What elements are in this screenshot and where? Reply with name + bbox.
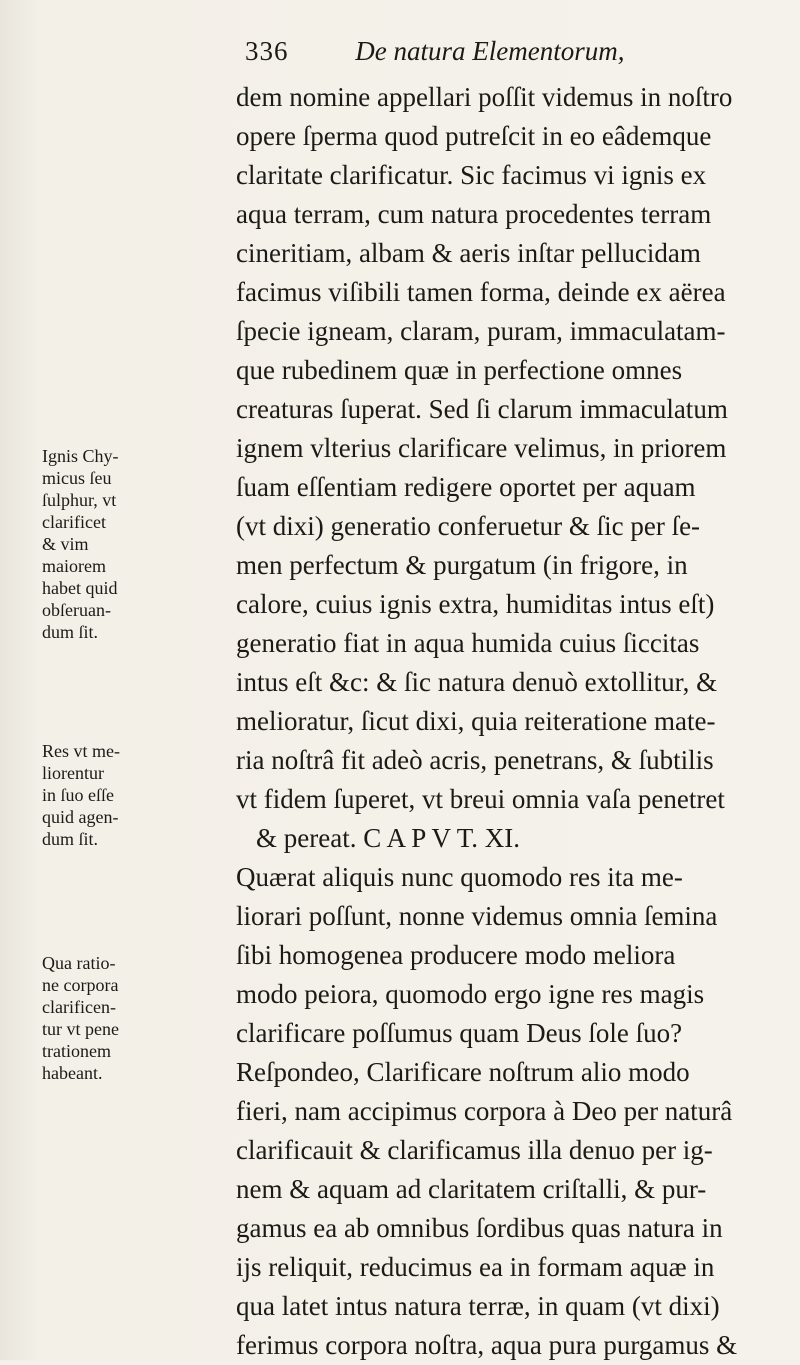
text-line: liorari poſſunt, nonne videmus omnia ſemina: [236, 901, 718, 931]
running-title: De natura Elementorum,: [355, 36, 625, 66]
text-line: men perfectum & purgatum (in frigore, in: [236, 550, 688, 580]
text-line: dem nomine appellari poſſit videmus in noſtro: [236, 82, 733, 112]
text-line: ijs reliquit, reducimus ea in formam aquæ in: [236, 1252, 715, 1282]
text-line: ſuam eſſentiam redigere oportet per aquam: [236, 472, 696, 502]
text-line: vt fidem ſuperet, vt breui omnia vaſa penetret: [236, 784, 725, 814]
margin-note-line: & vim: [42, 534, 89, 554]
margin-note-line: tur vt pene: [42, 1019, 119, 1039]
text-line: ria noſtrâ fit adeò acris, penetrans, & ſubtilis: [236, 745, 714, 775]
margin-note-line: quid agen-: [42, 807, 119, 827]
text-line: que rubedinem quæ in perfectione omnes: [236, 355, 683, 385]
margin-note-line: ſulphur, vt: [42, 490, 117, 510]
margin-note: [42, 740, 232, 850]
margin-note-line: habeant.: [42, 1063, 103, 1083]
page-number: 336: [245, 36, 289, 66]
text-line: generatio fiat in aqua humida cuius ſiccitas: [236, 628, 700, 658]
text-line: Reſpondeo, Clarificare noſtrum alio modo: [236, 1057, 690, 1087]
text-line: qua latet intus natura terræ, in quam (vt dixi): [236, 1291, 720, 1321]
text-line: ferimus corpora noſtra, aqua pura purgamus &: [236, 1330, 738, 1360]
text-line: melioratur, ſicut dixi, quia reiteratione mate-: [236, 706, 716, 736]
margin-note-line: clarificen-: [42, 997, 116, 1017]
margin-note-line: maiorem: [42, 556, 106, 576]
text-line: gamus ea ab omnibus ſordibus quas natura in: [236, 1213, 723, 1243]
text-line: clarificare poſſumus quam Deus ſole ſuo?: [236, 1018, 683, 1048]
margin-note-line: dum ſit.: [42, 829, 99, 849]
text-line: modo peiora, quomodo ergo igne res magis: [236, 979, 705, 1009]
margin-note-line: Res vt me-: [42, 741, 120, 761]
margin-note: [42, 445, 232, 643]
text-line: ſibi homogenea producere modo meliora: [236, 940, 676, 970]
text-line: (vt dixi) generatio conferuetur & ſic per ſe-: [236, 511, 701, 541]
margin-note-line: clarificet: [42, 512, 106, 532]
margin-note-line: obſeruan-: [42, 600, 111, 620]
margin-note-line: trationem: [42, 1041, 111, 1061]
main-text-block: [236, 78, 796, 1365]
margin-note-line: dum ſit.: [42, 622, 99, 642]
margin-note-line: Ignis Chy-: [42, 446, 119, 466]
text-line: ſpecie igneam, claram, puram, immaculatam-: [236, 316, 726, 346]
margin-note-line: ne corpora: [42, 975, 119, 995]
text-line: nem & aquam ad claritatem criſtalli, & pur-: [236, 1174, 707, 1204]
text-line: fieri, nam accipimus corpora à Deo per naturâ: [236, 1096, 733, 1126]
text-line: creaturas ſuperat. Sed ſi clarum immaculatum: [236, 394, 728, 424]
text-line: calore, cuius ignis extra, humiditas intus eſt): [236, 589, 715, 619]
text-line: cineritiam, albam & aeris inſtar pellucidam: [236, 238, 701, 268]
page-header: [245, 36, 624, 67]
chapter-heading-line: & pereat. C A P V T. XI.: [256, 823, 521, 853]
text-line: clarificauit & clarificamus illa denuo per ig-: [236, 1135, 713, 1165]
text-line: aqua terram, cum natura procedentes terram: [236, 199, 712, 229]
text-line: facimus viſibili tamen forma, deinde ex aërea: [236, 277, 726, 307]
text-line: ignem vlterius clarificare velimus, in priorem: [236, 433, 727, 463]
margin-note-line: in ſuo eſſe: [42, 785, 114, 805]
text-line: claritate clarificatur. Sic facimus vi ignis ex: [236, 160, 707, 190]
text-line: intus eſt &c: & ſic natura denuò extollitur, &: [236, 667, 718, 697]
margin-note-line: liorentur: [42, 763, 104, 783]
text-line: Quærat aliquis nunc quomodo res ita me-: [236, 862, 683, 892]
margin-note-line: habet quid: [42, 578, 118, 598]
margin-note-line: Qua ratio-: [42, 953, 116, 973]
margin-note: [42, 952, 232, 1084]
text-line: opere ſperma quod putreſcit in eo eâdemque: [236, 121, 712, 151]
margin-note-line: micus ſeu: [42, 468, 112, 488]
